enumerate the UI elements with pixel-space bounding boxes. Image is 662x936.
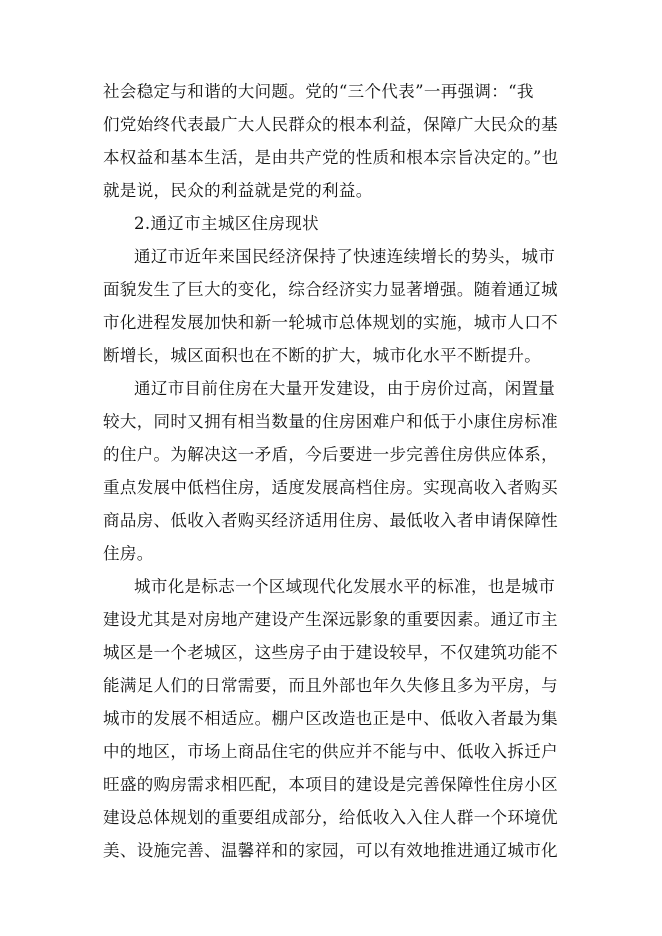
text-line: 本权益和基本生活，是由共产党的性质和根本宗旨决定的。”也 [103,148,559,167]
text-line: 旺盛的购房需求相匹配，本项目的建设是完善保障性住房小区 [103,775,558,794]
text-line: 城市的发展不相适应。棚户区改造也正是中、低收入者最为集 [103,709,558,728]
text-line: 城市化是标志一个区域现代化发展水平的标准，也是城市 [134,577,556,596]
text-line: 住房。 [103,544,154,563]
text-line: 断增长，城区面积也在不断的扩大，城市化水平不断提升。 [103,346,542,365]
text-line: 市化进程发展加快和新一轮城市总体规划的实施，城市人口不 [103,313,558,332]
text-line: 的住户。为解决这一矛盾，今后要进一步完善住房供应体系， [103,445,558,464]
text-line: 能满足人们的日常需要，而且外部也年久失修且多为平房，与 [103,676,558,695]
text-line: 通辽市近年来国民经济保持了快速连续增长的势头，城市 [134,247,556,266]
text-line: 建设总体规划的重要组成部分，给低收入入住人群一个环境优 [103,808,558,827]
text-line: 面貌发生了巨大的变化，综合经济实力显著增强。随着通辽城 [103,280,558,299]
text-line: 美、设施完善、温馨祥和的家园，可以有效地推进通辽城市化 [103,841,558,860]
text-line: 就是说，民众的利益就是党的利益。 [103,181,373,200]
text-line: 通辽市目前住房在大量开发建设，由于房价过高，闲置量 [134,379,556,398]
text-line: 商品房、低收入者购买经济适用住房、最低收入者申请保障性 [103,511,558,530]
section-heading: 2.通辽市主城区住房现状 [134,214,319,233]
text-line: 重点发展中低档住房，适度发展高档住房。实现高收入者购买 [103,478,558,497]
text-line: 社会稳定与和谐的大问题。党的“三个代表”一再强调：“我 [103,82,534,101]
text-line: 较大，同时又拥有相当数量的住房困难户和低于小康住房标准 [103,412,558,431]
text-line: 中的地区，市场上商品住宅的供应并不能与中、低收入拆迁户 [103,742,558,761]
text-line: 们党始终代表最广大人民群众的根本利益，保障广大民众的基 [103,115,558,134]
text-line: 城区是一个老城区，这些房子由于建设较早，不仅建筑功能不 [103,643,558,662]
text-line: 建设尤其是对房地产建设产生深远影象的重要因素。通辽市主 [103,610,558,629]
